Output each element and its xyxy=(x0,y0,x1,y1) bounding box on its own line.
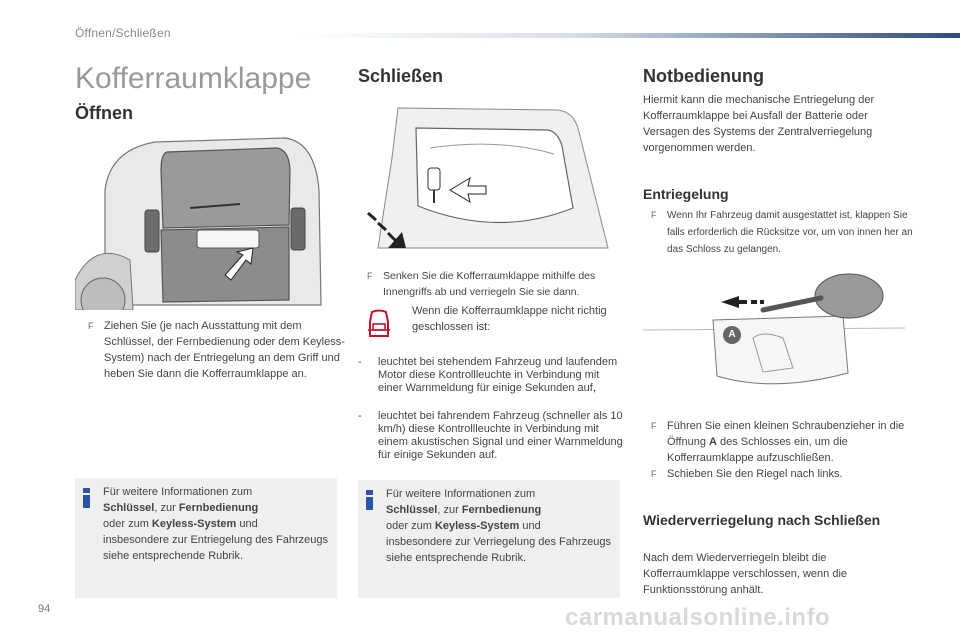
lock-screwdriver-illustration xyxy=(643,268,905,398)
header-bar xyxy=(300,33,960,38)
tailgate-interior-drawing xyxy=(358,98,620,258)
info-box-schliessen xyxy=(358,480,620,598)
bullet-marker-icon: F xyxy=(651,421,657,431)
info-box-oeffnen xyxy=(75,478,337,598)
page-number: 94 xyxy=(38,603,51,615)
section-header: Öffnen/Schließen xyxy=(75,26,171,40)
step-slide-latch: F Schieben Sie den Riegel nach links. xyxy=(651,468,843,480)
page-title: Kofferraumklappe xyxy=(75,62,312,95)
heading-schliessen: Schließen xyxy=(358,66,444,86)
wiederverriegelung-text: Nach dem Wiederverriegeln bleibt die Kofferraumklappe verschlossen, wenn die Funktionsstörung anhält. xyxy=(643,552,848,596)
info-box-oeffnen-text: Für weitere Informationen zum Schlüssel, zur Fernbedienung oder zum Keyless-System und insbesondere zur Entriegelung des Fahrzeugs siehe entsprechende Rubrik. xyxy=(103,486,329,562)
van-rear-drawing xyxy=(75,130,337,310)
schliessen-instruction xyxy=(367,268,638,300)
info-icon xyxy=(83,488,91,508)
warning-case-stationary: - leuchtet bei stehendem Fahrzeug und laufendem Motor diese Kontrollleuchte in Verbindung mit einer Warnmeldung für einige Sekunden auf, xyxy=(358,356,618,394)
entriegelung-instruction: F Wenn Ihr Fahrzeug damit ausgestattet ist, klappen Sie falls erforderlich die Rücksitze vor, um von innen her an das Schloss zu gelangen. xyxy=(651,207,927,258)
warning-lamp-icon xyxy=(364,308,394,342)
notbedienung-intro: Hiermit kann die mechanische Entriegelung der Kofferraumklappe bei Ausfall der Batterie oder Versagen des Systems der Zentralverriegelung vorgenommen werden. xyxy=(643,94,875,154)
bullet-marker-icon: F xyxy=(651,469,657,479)
schliessen-instruction-text: Senken Sie die Kofferraumklappe mithilfe des Innengriffs ab und verriegeln Sie sie dann. xyxy=(383,270,596,298)
oeffnen-instruction-text: Ziehen Sie (je nach Ausstattung mit dem Schlüssel, der Fernbedienung oder dem Keyless-System) nach der Entriegelung an dem Griff und heben Sie dann die Kofferraumklappe an. xyxy=(104,320,345,380)
heading-oeffnen: Öffnen xyxy=(75,103,133,123)
lock-screwdriver-drawing xyxy=(643,268,905,398)
bullet-marker-icon: F xyxy=(367,271,373,281)
heading-wiederverriegelung: Wiederverriegelung nach Schließen xyxy=(643,512,881,528)
van-rear-illustration xyxy=(75,130,337,310)
warning-case-driving: - leuchtet bei fahrendem Fahrzeug (schneller als 10 km/h) diese Kontrollleuchte in Verbindung mit einem akustischen Signal und einer Warnmeldung für einige Sekunden auf. xyxy=(358,410,623,461)
heading-entriegelung: Entriegelung xyxy=(643,186,729,202)
bullet-marker-icon: F xyxy=(88,321,94,331)
warning-condition-text: Wenn die Kofferraumklappe nicht richtig geschlossen ist: xyxy=(412,305,607,333)
info-icon xyxy=(366,490,374,510)
label-a-marker: A xyxy=(723,326,741,344)
watermark: carmanualsonline.info xyxy=(565,604,831,631)
oeffnen-instruction xyxy=(88,318,349,382)
bullet-marker-icon: F xyxy=(651,210,657,220)
heading-notbedienung: Notbedienung xyxy=(643,66,764,86)
info-box-schliessen-text: Für weitere Informationen zum Schlüssel, zur Fernbedienung oder zum Keyless-System und insbesondere zur Verriegelung des Fahrzeugs siehe entsprechende Rubrik. xyxy=(386,488,612,564)
step-screwdriver: F Führen Sie einen kleinen Schraubenzieher in die Öffnung A des Schlosses ein, um die Kofferraumklappe aufzuschließen. xyxy=(651,420,905,464)
tailgate-interior-illustration xyxy=(358,98,620,258)
